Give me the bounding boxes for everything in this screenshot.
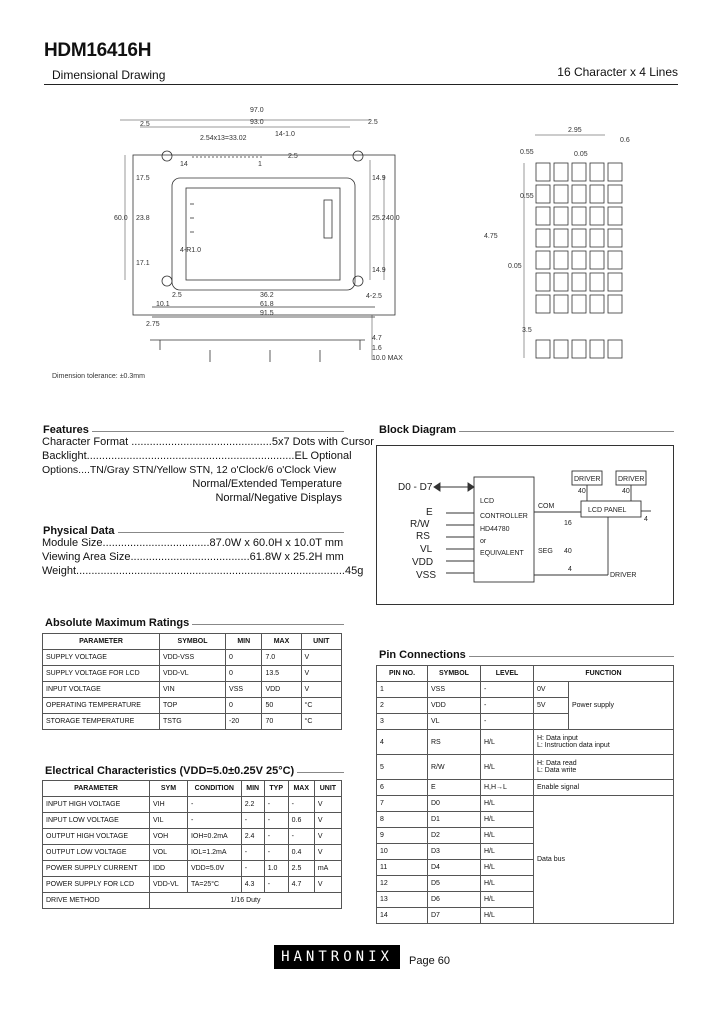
- table-row: [43, 714, 342, 730]
- signal-e: E: [426, 507, 433, 518]
- dim-4-7: 4.7: [372, 335, 382, 342]
- electrical-table: [42, 780, 342, 909]
- dim-3-5: 3.5: [522, 327, 532, 334]
- cell: °C: [301, 714, 341, 730]
- cell: 11: [377, 860, 428, 876]
- cell: 2.4: [241, 829, 264, 845]
- cell: 0: [226, 650, 262, 666]
- cell: SUPPLY VOLTAGE FOR LCD: [43, 666, 160, 682]
- cell: VSS: [226, 682, 262, 698]
- col-header: PIN NO.: [377, 666, 428, 682]
- cell: VIH: [150, 797, 188, 813]
- cell: -20: [226, 714, 262, 730]
- cell: TSTG: [160, 714, 226, 730]
- dim-17-1: 17.1: [136, 260, 150, 267]
- tolerance-note: Dimension tolerance: ±0.3mm: [52, 373, 145, 380]
- physical-row: [42, 537, 344, 551]
- cell: VSS: [428, 682, 481, 698]
- driver-1: DRIVER: [574, 476, 601, 483]
- cell: H/L: [481, 730, 534, 755]
- dim-2-95: 2.95: [568, 127, 582, 134]
- dim-0-6: 0.6: [620, 137, 630, 144]
- cell: -: [264, 829, 288, 845]
- feature-label: Options....TN/Gray STN/Yellow STN, 12 o'Clock/6 o'Clock View: [42, 464, 337, 476]
- cell: POWER SUPPLY FOR LCD: [43, 877, 150, 893]
- physical-heading: Physical Data: [40, 522, 118, 540]
- table-row: [43, 861, 342, 877]
- physical-label: Weight........................................................................................: [42, 565, 345, 577]
- physical-list: [42, 537, 364, 579]
- feature-extra-2: Normal/Negative Displays: [215, 492, 342, 504]
- cell: -: [288, 797, 314, 813]
- cell: H: Data input L: Instruction data input: [534, 730, 674, 755]
- dim-23-8: 23.8: [136, 215, 150, 222]
- cell: 5V: [534, 698, 569, 714]
- cell: H/L: [481, 876, 534, 892]
- ctrl-line-1: LCD: [480, 498, 495, 505]
- cell: V: [314, 829, 341, 845]
- num-4-b: 4: [644, 516, 648, 523]
- cell: OPERATING TEMPERATURE: [43, 698, 160, 714]
- col-header: FUNCTION: [534, 666, 674, 682]
- cell: 4: [377, 730, 428, 755]
- cell: D2: [428, 828, 481, 844]
- absmax-heading: Absolute Maximum Ratings: [42, 614, 192, 632]
- cell: H,H→L: [481, 780, 534, 796]
- cell: -: [264, 797, 288, 813]
- cell: H/L: [481, 844, 534, 860]
- cell: 50: [262, 698, 301, 714]
- cell: D4: [428, 860, 481, 876]
- table-row: [377, 730, 674, 755]
- cell: VDD: [428, 698, 481, 714]
- cell: OUTPUT LOW VOLTAGE: [43, 845, 150, 861]
- dim-0-05-b: 0.05: [508, 263, 522, 270]
- num-16: 16: [564, 520, 572, 527]
- cell: [534, 714, 569, 730]
- cell: VIL: [150, 813, 188, 829]
- table-header-row: [377, 666, 674, 682]
- cell: V: [301, 682, 341, 698]
- col-header: PARAMETER: [43, 781, 150, 797]
- cell: H/L: [481, 828, 534, 844]
- dim-0-55-b: 0.55: [520, 193, 534, 200]
- cell: V: [301, 650, 341, 666]
- cell: VDD: [262, 682, 301, 698]
- dim-17-5: 17.5: [136, 175, 150, 182]
- ctrl-line-5: EQUIVALENT: [480, 550, 524, 557]
- cell: 8: [377, 812, 428, 828]
- cell: RS: [428, 730, 481, 755]
- physical-value: 61.8W x 25.2H mm: [249, 551, 344, 563]
- cell: VOL: [150, 845, 188, 861]
- cell: V: [314, 845, 341, 861]
- signal-vss: VSS: [416, 570, 437, 581]
- cell: 5: [377, 755, 428, 780]
- driver-3: DRIVER: [610, 572, 637, 579]
- table-row: [43, 797, 342, 813]
- cell: -: [264, 877, 288, 893]
- table-row: [43, 893, 342, 909]
- dim-pins: 14-1.0: [275, 131, 295, 138]
- table-row: [377, 796, 674, 812]
- signal-vl: VL: [420, 544, 433, 555]
- cell: 1.0: [264, 861, 288, 877]
- cell: H/L: [481, 796, 534, 812]
- col-header: MIN: [226, 634, 262, 650]
- block-diagram: [376, 445, 674, 605]
- cell: V: [314, 877, 341, 893]
- cell: -: [264, 813, 288, 829]
- cell: VL: [428, 714, 481, 730]
- cell: V: [314, 813, 341, 829]
- cell: VDD=5.0V: [187, 861, 241, 877]
- cell: -: [241, 813, 264, 829]
- cell: INPUT LOW VOLTAGE: [43, 813, 150, 829]
- dim-pitch: 2.54x13=33.02: [200, 135, 247, 142]
- table-row: [43, 829, 342, 845]
- hantronix-logo: HANTRONIX: [274, 945, 400, 969]
- dim-97: 97.0: [250, 107, 264, 114]
- col-header: LEVEL: [481, 666, 534, 682]
- cell: D3: [428, 844, 481, 860]
- signal-rs: RS: [416, 531, 430, 542]
- table-row: [43, 877, 342, 893]
- feature-row: [42, 464, 342, 478]
- cell: 0: [226, 698, 262, 714]
- features-list: [42, 436, 374, 506]
- cell: 0: [226, 666, 262, 682]
- cell: H: Data read L: Data write: [534, 755, 674, 780]
- col-header: SYMBOL: [160, 634, 226, 650]
- cell: TA=25°C: [187, 877, 241, 893]
- physical-value: 87.0W x 60.0H x 10.0T mm: [209, 537, 344, 549]
- seg-label: SEG: [538, 548, 553, 555]
- physical-row: [42, 551, 344, 565]
- cell: 70: [262, 714, 301, 730]
- col-header: MIN: [241, 781, 264, 797]
- cell: 0.4: [288, 845, 314, 861]
- cell: VOH: [150, 829, 188, 845]
- cell: V: [301, 666, 341, 682]
- cell: Data bus: [534, 796, 674, 924]
- cell: 4.3: [241, 877, 264, 893]
- dim-1-6: 1.6: [372, 345, 382, 352]
- col-header: CONDITION: [187, 781, 241, 797]
- cell: VIN: [160, 682, 226, 698]
- cell: INPUT HIGH VOLTAGE: [43, 797, 150, 813]
- cell: INPUT VOLTAGE: [43, 682, 160, 698]
- table-header-row: [43, 634, 342, 650]
- dim-40: 40.0: [386, 215, 400, 222]
- table-row: [43, 813, 342, 829]
- cell: D6: [428, 892, 481, 908]
- table-row: [377, 780, 674, 796]
- feature-label: Backlight....................................................................: [42, 450, 295, 462]
- cell: -: [481, 682, 534, 698]
- dim-2-5-bottom: 2.5: [172, 292, 182, 299]
- cell: 3: [377, 714, 428, 730]
- col-header: SYM: [150, 781, 188, 797]
- cell: 0.6: [288, 813, 314, 829]
- cell: -: [481, 714, 534, 730]
- pin-table: [376, 665, 674, 924]
- cell: 13.5: [262, 666, 301, 682]
- dim-10-max: 10.0 MAX: [372, 355, 403, 362]
- dim-61-8: 61.8: [260, 301, 274, 308]
- cell: POWER SUPPLY CURRENT: [43, 861, 150, 877]
- character-detail-drawing: [480, 120, 650, 365]
- dim-2-75: 2.75: [146, 321, 160, 328]
- cell: D1: [428, 812, 481, 828]
- cell: VDD-VL: [150, 877, 188, 893]
- cell: 1/16 Duty: [150, 893, 342, 909]
- cell: H/L: [481, 755, 534, 780]
- cell: H/L: [481, 892, 534, 908]
- num-4-a: 4: [568, 566, 572, 573]
- cell: E: [428, 780, 481, 796]
- cell: 7.0: [262, 650, 301, 666]
- table-row: [43, 845, 342, 861]
- cell: -: [264, 845, 288, 861]
- dim-0-05-a: 0.05: [574, 151, 588, 158]
- cell: D7: [428, 908, 481, 924]
- cell: H/L: [481, 812, 534, 828]
- pins-heading: Pin Connections: [376, 646, 469, 664]
- table-row: [43, 698, 342, 714]
- cell: 14: [377, 908, 428, 924]
- num-40-a: 40: [578, 488, 586, 495]
- dim-0-55-a: 0.55: [520, 149, 534, 156]
- cell: VDD-VSS: [160, 650, 226, 666]
- cell: TOP: [160, 698, 226, 714]
- signal-rw: R/W: [410, 519, 430, 530]
- table-header-row: [43, 781, 342, 797]
- feature-label: Character Format ..............................................: [42, 436, 272, 448]
- cell: DRIVE METHOD: [43, 893, 150, 909]
- cell: D5: [428, 876, 481, 892]
- dim-91-5: 91.5: [260, 310, 274, 317]
- page-number: Page 60: [409, 955, 450, 967]
- ctrl-line-2: CONTROLLER: [480, 513, 528, 520]
- absmax-table: [42, 633, 342, 730]
- cell: IOH=0.2mA: [187, 829, 241, 845]
- com-label: COM: [538, 503, 555, 510]
- cell: IOL=1.2mA: [187, 845, 241, 861]
- dim-2-5-pin: 2.5: [288, 153, 298, 160]
- cell: VDD-VL: [160, 666, 226, 682]
- dim-4-75: 4.75: [484, 233, 498, 240]
- dim-10-1: 10.1: [156, 301, 170, 308]
- physical-label: Module Size...................................: [42, 537, 210, 549]
- dim-36-2: 36.2: [260, 292, 274, 299]
- cell: Enable signal: [534, 780, 674, 796]
- num-40-b: 40: [622, 488, 630, 495]
- cell: 13: [377, 892, 428, 908]
- num-40-c: 40: [564, 548, 572, 555]
- cell: H/L: [481, 908, 534, 924]
- cell: mA: [314, 861, 341, 877]
- cell: 6: [377, 780, 428, 796]
- cell: IDD: [150, 861, 188, 877]
- col-header: TYP: [264, 781, 288, 797]
- pin-1-label: 1: [258, 161, 262, 168]
- header-rule: [44, 84, 678, 85]
- cell: OUTPUT HIGH VOLTAGE: [43, 829, 150, 845]
- display-format: 16 Character x 4 Lines: [557, 65, 678, 79]
- col-header: UNIT: [314, 781, 341, 797]
- ctrl-line-4: or: [480, 538, 487, 545]
- table-row: [377, 682, 674, 698]
- feature-value: 5x7 Dots with Cursor: [271, 436, 374, 448]
- cell: °C: [301, 698, 341, 714]
- table-row: [43, 682, 342, 698]
- cell: -: [481, 698, 534, 714]
- col-header: PARAMETER: [43, 634, 160, 650]
- table-row: [43, 666, 342, 682]
- table-row: [43, 650, 342, 666]
- physical-value: 45g: [344, 565, 364, 577]
- feature-value: EL Optional: [294, 450, 352, 462]
- signal-vdd: VDD: [412, 557, 434, 568]
- col-header: MAX: [262, 634, 301, 650]
- col-header: SYMBOL: [428, 666, 481, 682]
- cell: 1: [377, 682, 428, 698]
- panel-label: LCD PANEL: [588, 507, 627, 514]
- col-header: UNIT: [301, 634, 341, 650]
- cell: 4.7: [288, 877, 314, 893]
- cell: R/W: [428, 755, 481, 780]
- cell: -: [241, 845, 264, 861]
- col-header: MAX: [288, 781, 314, 797]
- cell: V: [314, 797, 341, 813]
- dim-60: 60.0: [114, 215, 128, 222]
- ctrl-line-3: HD44780: [480, 526, 510, 533]
- cell: STORAGE TEMPERATURE: [43, 714, 160, 730]
- dim-14-9-bottom: 14.9: [372, 267, 386, 274]
- dim-14-9-top: 14.9: [372, 175, 386, 182]
- electrical-heading: Electrical Characteristics (VDD=5.0±0.25V 25°C): [42, 762, 297, 780]
- bus-label: D0 - D7: [398, 482, 433, 493]
- section-subtitle: Dimensional Drawing: [52, 68, 166, 82]
- dim-2-5-left: 2.5: [140, 121, 150, 128]
- cell: 0V: [534, 682, 569, 698]
- cell: Power supply: [569, 682, 674, 730]
- cell: SUPPLY VOLTAGE: [43, 650, 160, 666]
- cell: 7: [377, 796, 428, 812]
- dim-93: 93.0: [250, 119, 264, 126]
- cell: 12: [377, 876, 428, 892]
- feature-extra-1: Normal/Extended Temperature: [192, 478, 342, 490]
- holes-label: 4-R1.0: [180, 247, 202, 254]
- dim-25-2: 25.2: [372, 215, 386, 222]
- physical-row: [42, 565, 364, 579]
- table-row: [377, 755, 674, 780]
- cell: -: [187, 797, 241, 813]
- driver-2: DRIVER: [618, 476, 645, 483]
- dimensional-drawing: [110, 100, 410, 370]
- cell: -: [288, 829, 314, 845]
- features-heading: Features: [40, 421, 92, 439]
- physical-label: Viewing Area Size.......................................: [42, 551, 250, 563]
- cell: -: [241, 861, 264, 877]
- cell: 10: [377, 844, 428, 860]
- cell: 2: [377, 698, 428, 714]
- cell: D0: [428, 796, 481, 812]
- block-heading: Block Diagram: [376, 421, 459, 439]
- cell: 2.2: [241, 797, 264, 813]
- hole-label-2: 4-2.5: [366, 293, 382, 300]
- pin-14-label: 14: [180, 161, 188, 168]
- cell: H/L: [481, 860, 534, 876]
- cell: 9: [377, 828, 428, 844]
- feature-row: [42, 436, 374, 450]
- cell: 2.5: [288, 861, 314, 877]
- cell: -: [187, 813, 241, 829]
- dim-2-5-right: 2.5: [368, 119, 378, 126]
- feature-row: [42, 450, 352, 464]
- document-title: HDM16416H: [44, 40, 152, 61]
